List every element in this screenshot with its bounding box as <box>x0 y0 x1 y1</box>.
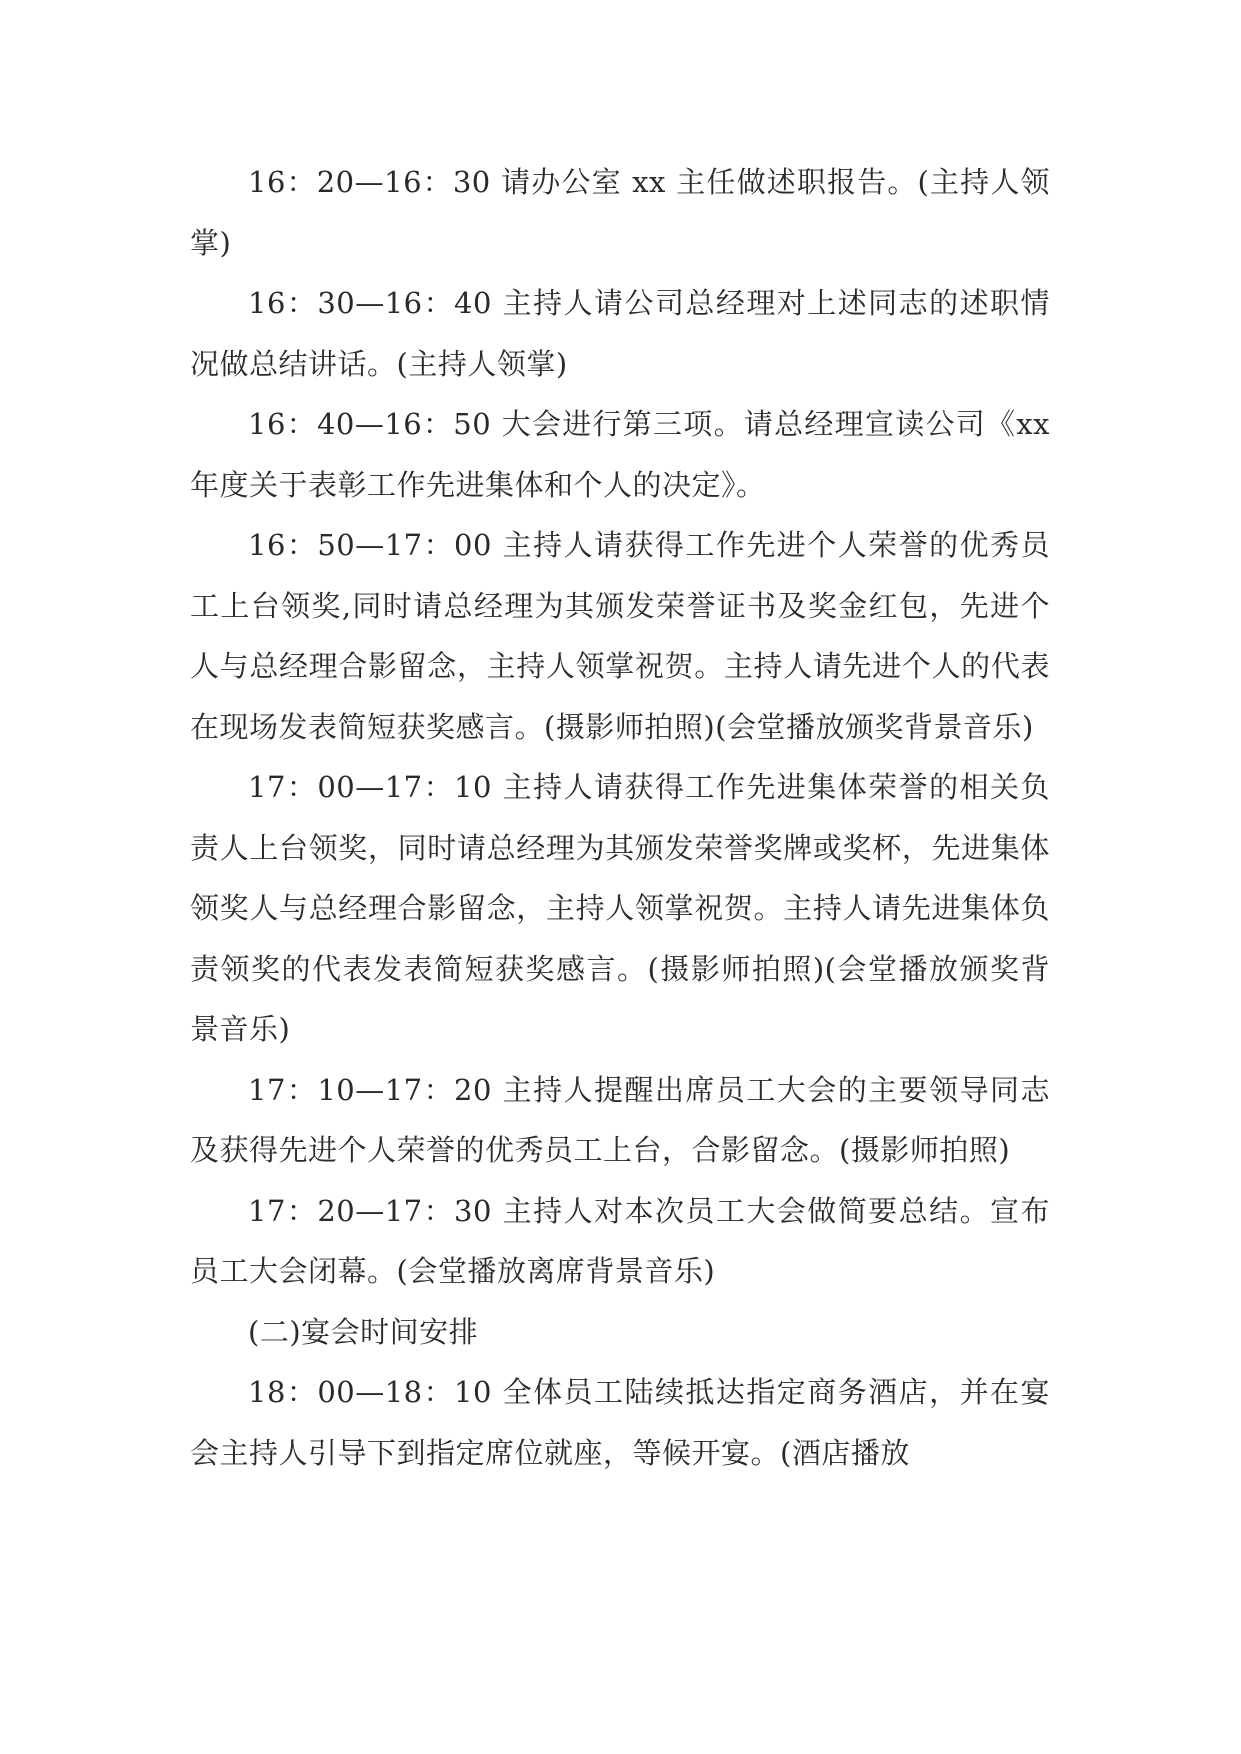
paragraph-2: 16：30—16：40 主持人请公司总经理对上述同志的述职情况做总结讲话。(主持人领掌) <box>190 286 1050 381</box>
paragraph-3: 16：40—16：50 大会进行第三项。请总经理宣读公司《xx 年度关于表彰工作先进集体和个人的决定》。 <box>190 407 1050 502</box>
paragraph-5: 17：00—17：10 主持人请获得工作先进集体荣誉的相关负责人上台领奖，同时请总经理为其颁发荣誉奖牌或奖杯，先进集体领奖人与总经理合影留念，主持人领掌祝贺。主持人请先进集体负责领奖的代表发表简短获奖感言。(摄影师拍照)(会堂播放颁奖背景音乐) <box>190 770 1050 1046</box>
paragraph-4: 16：50—17：00 主持人请获得工作先进个人荣誉的优秀员工上台领奖,同时请总经理为其颁发荣誉证书及奖金红包，先进个人与总经理合影留念，主持人领掌祝贺。主持人请先进个人的代表在现场发表简短获奖感言。(摄影师拍照)(会堂播放颁奖背景音乐) <box>190 528 1050 744</box>
paragraph-1: 16：20—16：30 请办公室 xx 主任做述职报告。(主持人领掌) <box>190 165 1050 260</box>
document-page <box>190 152 1050 1483</box>
paragraph-6: 17：10—17：20 主持人提醒出席员工大会的主要领导同志及获得先进个人荣誉的优秀员工上台，合影留念。(摄影师拍照) <box>190 1072 1050 1167</box>
paragraph-8: 18：00—18：10 全体员工陆续抵达指定商务酒店，并在宴会主持人引导下到指定席位就座，等候开宴。(酒店播放 <box>190 1375 1050 1470</box>
section-heading: (二)宴会时间安排 <box>248 1314 479 1349</box>
paragraph-7: 17：20—17：30 主持人对本次员工大会做简要总结。宣布员工大会闭幕。(会堂播放离席背景音乐) <box>190 1193 1050 1288</box>
